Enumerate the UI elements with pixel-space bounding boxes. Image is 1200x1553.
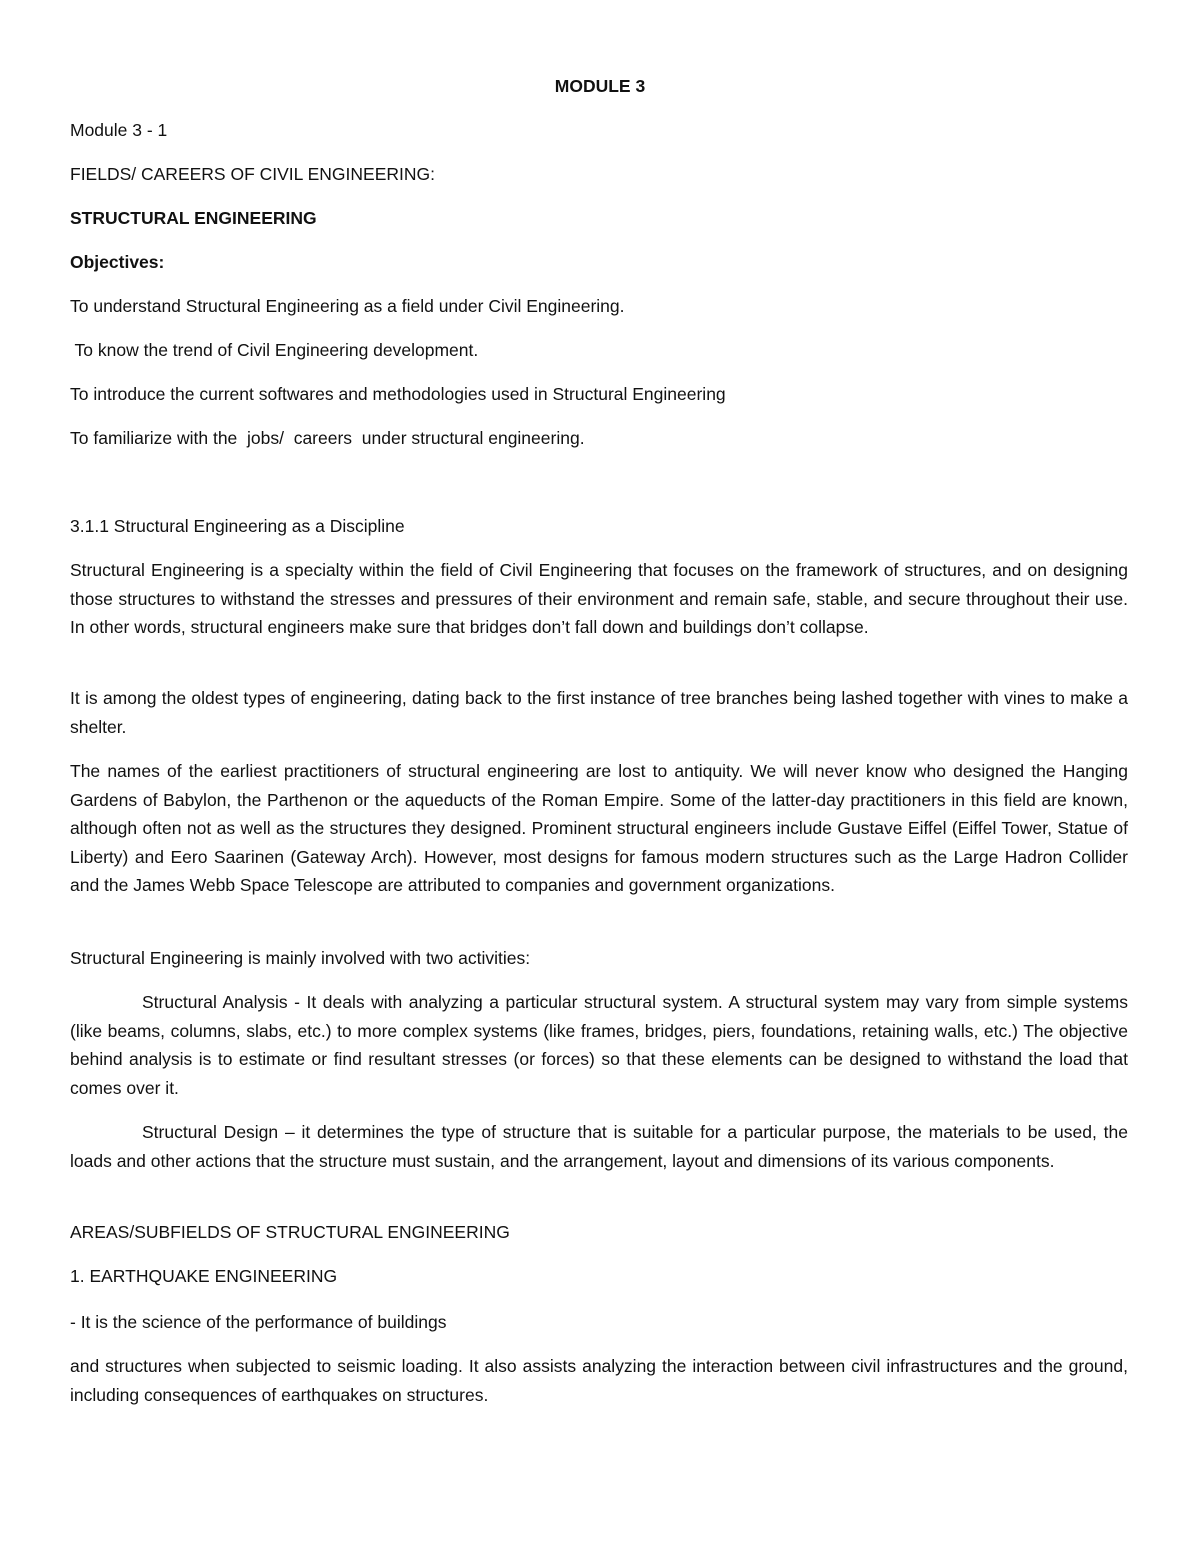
areas-heading: AREAS/SUBFIELDS OF STRUCTURAL ENGINEERING <box>70 1222 510 1242</box>
paragraph: It is among the oldest types of engineering, dating back to the first instance of tree branches being lashed together with vines to make a shelter. <box>70 688 1128 737</box>
subfield-heading: 1. EARTHQUAKE ENGINEERING <box>70 1266 338 1286</box>
activity-structural-analysis: Structural Analysis - It deals with analyzing a particular structural system. A structural system may vary from simple systems (like beams, columns, slabs, etc.) to more complex systems (like frames, bridges, piers, foundations, retaining walls, etc.) The objective behind analysis is to estimate or find resultant stresses (or forces) so that these elements can be designed to withstand the load that comes over it. <box>70 992 1128 1098</box>
activity-structural-design: Structural Design – it determines the type of structure that is suitable for a particular purpose, the materials to be used, the loads and other actions that the structure must sustain, and the arrangement, layout and dimensions of its various components. <box>70 1122 1128 1171</box>
fields-heading: FIELDS/ CAREERS OF CIVIL ENGINEERING: <box>70 164 435 184</box>
section-heading: 3.1.1 Structural Engineering as a Discipline <box>70 516 405 536</box>
subfield-line: - It is the science of the performance of buildings <box>70 1312 447 1332</box>
paragraph: Structural Engineering is a specialty within the field of Civil Engineering that focuses on the framework of structures, and on designing those structures to withstand the stresses and pressures of their environment and remain safe, stable, and secure throughout their use. In other words, structural engineers make sure that bridges don’t fall down and buildings don’t collapse. <box>70 560 1128 637</box>
objectives-label: Objectives: <box>70 252 165 272</box>
objective-item: To introduce the current softwares and methodologies used in Structural Engineering <box>70 384 726 404</box>
objective-item: To familiarize with the jobs/ careers under structural engineering. <box>70 428 585 448</box>
module-title: MODULE 3 <box>554 76 646 96</box>
module-label: Module 3 - 1 <box>70 120 168 140</box>
objective-item: To know the trend of Civil Engineering development. <box>70 340 479 360</box>
subject-heading: STRUCTURAL ENGINEERING <box>70 208 317 228</box>
paragraph: Structural Engineering is mainly involved with two activities: <box>70 948 531 968</box>
objective-item: To understand Structural Engineering as a field under Civil Engineering. <box>70 296 625 316</box>
paragraph: The names of the earliest practitioners of structural engineering are lost to antiquity. We will never know who designed the Hanging Gardens of Babylon, the Parthenon or the aqueducts of the Roman Empire. Some of the latter-day practitioners in this field are known, although often not as well as the structures they designed. Prominent structural engineers include Gustave Eiffel (Eiffel Tower, Statue of Liberty) and Eero Saarinen (Gateway Arch). However, most designs for famous modern structures such as the Large Hadron Collider and the James Webb Space Telescope are attributed to companies and government organizations. <box>70 761 1128 895</box>
subfield-paragraph: and structures when subjected to seismic loading. It also assists analyzing the interaction between civil infrastructures and the ground, including consequences of earthquakes on structures. <box>70 1356 1128 1405</box>
